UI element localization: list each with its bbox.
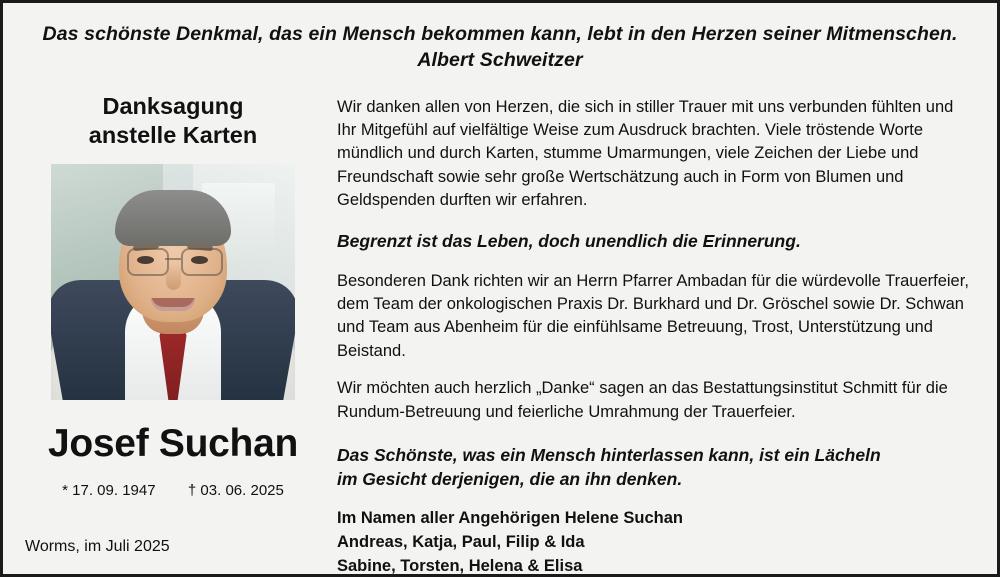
photo-glasses-left bbox=[127, 248, 169, 276]
signoff-line-3: Sabine, Torsten, Helena & Elisa bbox=[337, 557, 583, 576]
death-date: † 03. 06. 2025 bbox=[187, 482, 284, 500]
thanks-paragraph-1: Wir danken allen von Herzen, die sich in stiller Trauer mit uns verbunden fühlten und Ihr Mitgefühl auf vielfältige Weise zum Ausdruck brachten. Viele tröstende Worte mündlich und durch Karten, stumme Umarmungen, viele Zeichen der Liebe und Freundschaft sowie sehr große Wertschätzung auch in Form von Blumen und Geldspenden durften wir erfahren. bbox=[337, 97, 954, 210]
closing-quote bbox=[337, 444, 975, 491]
portrait-photo bbox=[51, 164, 295, 400]
photo-glasses-right bbox=[181, 248, 223, 276]
content-columns bbox=[3, 74, 997, 577]
danksagung-heading bbox=[25, 92, 321, 151]
quote-text: Das schönste Denkmal, das ein Mensch bekommen kann, lebt in den Herzen seiner Mitmenschen. bbox=[42, 23, 958, 45]
life-dates bbox=[25, 482, 321, 499]
quote-block bbox=[3, 3, 997, 74]
signoff-line-2: Andreas, Katja, Paul, Filip & Ida bbox=[337, 533, 585, 552]
signoff-line-1: Im Namen aller Angehörigen Helene Suchan bbox=[337, 509, 683, 528]
danksagung-line-2: anstelle Karten bbox=[88, 122, 258, 148]
place-and-date: Worms, im Juli 2025 bbox=[25, 538, 170, 555]
photo-hair bbox=[115, 190, 231, 246]
closing-quote-line-1: Das Schönste, was ein Mensch hinterlassen kann, ist ein Lächeln bbox=[337, 445, 881, 466]
birth-date: * 17. 09. 1947 bbox=[62, 482, 156, 500]
thanks-paragraph-4: Wir möchten auch herzlich „Danke“ sagen an das Bestattungsinstitut Schmitt für die Rundum-Betreuung und feierliche Umrahmung der Trauerfeier. bbox=[337, 379, 948, 421]
left-column bbox=[25, 88, 321, 500]
quote-author: Albert Schweitzer bbox=[417, 49, 583, 72]
deceased-name: Josef Suchan bbox=[48, 422, 298, 466]
thanks-paragraph-3: Besonderen Dank richten wir an Herrn Pfarrer Ambadan für die würdevolle Trauerfeier, dem Team der onkologischen Praxis Dr. Burkhard und Dr. Gröschel sowie Dr. Schwan und Team aus Abenheim für die einfühlsame Betreuung, Trost, Unterstützung und Beistand. bbox=[337, 271, 969, 360]
signoff-block bbox=[337, 507, 975, 577]
card-inner bbox=[3, 3, 997, 574]
photo-glasses-bridge bbox=[165, 258, 181, 260]
right-column bbox=[321, 88, 975, 577]
thanks-paragraph-2: Begrenzt ist das Leben, doch unendlich die Erinnerung. bbox=[337, 230, 801, 251]
closing-quote-line-2: im Gesicht derjenigen, die an ihn denken. bbox=[337, 468, 683, 489]
danksagung-line-1: Danksagung bbox=[102, 92, 244, 119]
photo-nose bbox=[166, 264, 181, 290]
